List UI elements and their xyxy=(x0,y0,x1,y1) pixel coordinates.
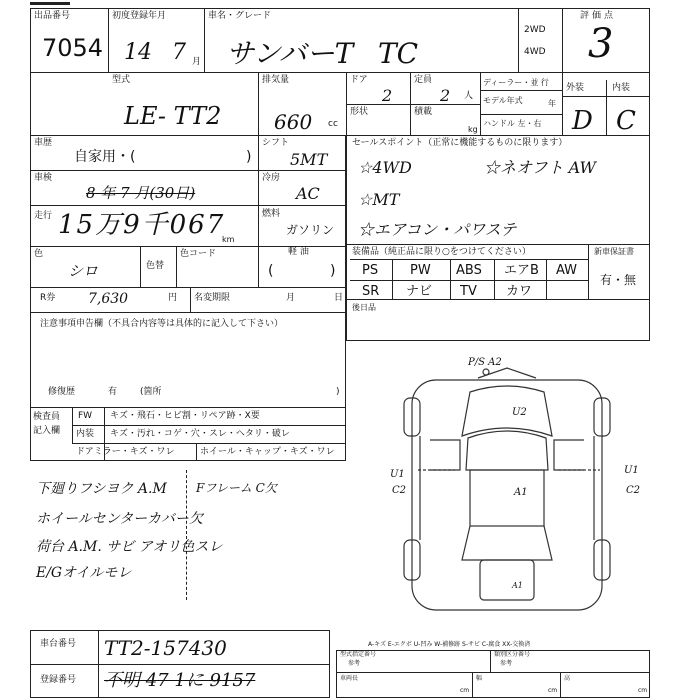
width-cm: cm xyxy=(548,687,558,694)
wheel-text: ホイール・キャップ・キズ・ワレ xyxy=(200,447,335,457)
first-reg-month: 7 xyxy=(172,40,186,65)
designation-block xyxy=(336,650,650,698)
sales-point-4: ☆エアコン・パワステ xyxy=(358,220,517,239)
equip-ps: PS xyxy=(362,263,379,278)
diagram-a1: A1 xyxy=(514,487,528,498)
lot-label: 出品番号 xyxy=(34,11,71,21)
name-change-month: 月 xyxy=(286,293,296,303)
note-line-3: 荷台 A.M. サビ アオリ色スレ xyxy=(36,539,223,555)
length-cm: cm xyxy=(460,687,470,694)
reference2-label: 参考 xyxy=(500,660,513,667)
model-name: サンバーT xyxy=(226,37,354,70)
mileage-value: 15万9千067 xyxy=(58,210,226,240)
sales-point-1: ☆4WD xyxy=(358,158,412,177)
month-unit: 月 xyxy=(192,57,202,67)
diagram-u2: U2 xyxy=(512,407,527,418)
name-change-label: 名変期限 xyxy=(194,293,231,303)
exterior-label: 外装 xyxy=(566,83,585,93)
recycle-label: R券 xyxy=(40,293,56,303)
dealer-label: ディーラー・並 行 xyxy=(483,78,549,87)
shift-value: 5MT xyxy=(290,150,328,169)
equip-aw: AW xyxy=(556,263,578,278)
equipment-label: 装備品（純正品に限り○をつけてください） xyxy=(352,247,531,257)
name-change-day: 日 xyxy=(334,293,344,303)
diagram-u1-left: U1 xyxy=(390,469,405,480)
fuel-diesel: 軽 油 xyxy=(288,247,309,257)
vehicle-height-label: 高 xyxy=(564,675,571,682)
new-warranty-value: 有・無 xyxy=(600,273,637,287)
fuel-paren-close: ) xyxy=(330,263,336,279)
usage-value: 自家用・( xyxy=(74,149,136,165)
equip-tv: TV xyxy=(460,284,477,299)
fuel-paren-open: ( xyxy=(268,263,274,279)
capacity-label: 定員 xyxy=(414,75,433,85)
diagram-c2-left: C2 xyxy=(392,485,407,496)
equip-kawa: カワ xyxy=(506,284,533,299)
displacement-value: 660 xyxy=(274,110,313,134)
interior-insp-label: 内装 xyxy=(76,429,95,439)
recycle-unit: 円 xyxy=(168,293,178,303)
interior-label: 内装 xyxy=(612,83,631,93)
note-line-2: ホイールセンターカバー欠 xyxy=(36,511,203,527)
diagram-bottom-small: A1 xyxy=(512,581,523,590)
equip-airbag: エアB xyxy=(504,263,539,278)
equip-abs: ABS xyxy=(456,263,482,278)
equip-sr: SR xyxy=(362,284,380,299)
fw-label: FW xyxy=(78,411,93,421)
inspector-label-2: 記入欄 xyxy=(33,426,61,436)
note-line-1: 下廻りフシヨク A.M xyxy=(36,481,167,497)
aftermarket-label: 後日品 xyxy=(352,303,376,312)
fw-text: キズ・飛石・ヒビ割・リペア跡・X要 xyxy=(110,411,260,421)
inspector-label-1: 検査員 xyxy=(33,412,61,422)
score-label: 評価点 xyxy=(580,11,617,21)
category-label: 類別区分番号 xyxy=(494,651,531,658)
grade: TC xyxy=(378,37,419,70)
type-label: 型式 xyxy=(112,75,131,85)
damage-legend: A-キズ E-エクボ U-凹み W-補修跡 S-サビ C-腐食 XX-交換済 xyxy=(368,641,531,648)
registration-value: 不明 47 1に 9157 xyxy=(104,670,256,691)
type-value: LE- TT2 xyxy=(124,102,222,130)
usage-close: ) xyxy=(246,149,252,165)
repair-yes: 有 xyxy=(108,387,118,397)
model-name-label: 車名・グレード xyxy=(208,11,272,21)
score-value: 3 xyxy=(588,21,614,67)
usage-label: 車歴 xyxy=(34,138,53,148)
fuel-value: ガソリン xyxy=(286,223,335,237)
interior-value: C xyxy=(616,106,636,136)
sales-points-label: セールスポイント（正常に機能するものに限ります） xyxy=(352,138,568,148)
vehicle-width-label: 幅 xyxy=(476,675,483,682)
lot-number: 7054 xyxy=(42,34,104,62)
fuel-label: 燃料 xyxy=(262,209,281,219)
drive-2wd: 2WD xyxy=(524,25,546,35)
mileage-unit: km xyxy=(222,235,235,244)
mileage-label: 走行 xyxy=(34,211,53,221)
load-unit: kg xyxy=(468,125,478,134)
inspection-value: 8 年 7 月(30日) xyxy=(86,184,196,202)
sales-point-2: ☆ネオフト AW xyxy=(484,158,596,177)
drive-4wd: 4WD xyxy=(524,47,546,57)
interior-insp-text: キズ・汚れ・コゲ・穴・スレ・ヘタリ・破レ xyxy=(110,429,290,439)
chassis-value: TT2-157430 xyxy=(104,636,227,660)
capacity-value: 2 xyxy=(440,86,451,105)
shift-label: シフト xyxy=(262,138,290,148)
declaration-label: 注意事項申告欄（不具合内容等は具体的に記入して下さい） xyxy=(40,319,284,329)
color-code-label: 色コード xyxy=(180,249,217,259)
displacement-unit: cc xyxy=(328,119,338,129)
year-unit: 年 xyxy=(548,99,556,108)
door-label: ドア xyxy=(350,75,368,85)
inspection-label: 車検 xyxy=(34,173,53,183)
door-value: 2 xyxy=(382,86,393,105)
diagram-c2-right: C2 xyxy=(626,485,641,496)
color-value: シロ xyxy=(68,262,99,280)
color-change-label: 色替 xyxy=(146,261,165,271)
ac-value: AC xyxy=(296,184,320,203)
new-warranty-label: 新車保証書 xyxy=(594,247,634,256)
color-label: 色 xyxy=(34,249,44,259)
handle-label: ハンドル 左・右 xyxy=(483,119,542,128)
displacement-label: 排気量 xyxy=(262,75,290,85)
diagram-u1-right: U1 xyxy=(624,465,639,476)
diagram-top-label: P/S A2 xyxy=(468,357,502,368)
repair-close: ) xyxy=(336,387,340,397)
equip-pw: PW xyxy=(410,263,431,278)
load-label: 積載 xyxy=(414,107,433,117)
ac-label: 冷房 xyxy=(262,173,281,183)
height-cm: cm xyxy=(638,687,648,694)
capacity-unit: 人 xyxy=(464,91,474,101)
registration-label: 登録番号 xyxy=(40,675,77,685)
first-reg-label: 初度登録年月 xyxy=(112,11,167,21)
reference-label: 参考 xyxy=(348,660,361,667)
shape-label: 形状 xyxy=(350,107,369,117)
recycle-value: 7,630 xyxy=(88,291,129,307)
first-reg-year: 14 xyxy=(124,40,152,65)
sales-point-3: ☆MT xyxy=(358,190,400,209)
repair-label: 修復歴 xyxy=(48,387,76,397)
designation-label: 型式指定番号 xyxy=(340,651,377,658)
model-year-label: モデル年式 xyxy=(483,96,523,105)
exterior-value: D xyxy=(572,106,593,136)
vehicle-length-label: 車両長 xyxy=(340,675,359,682)
repair-place: (箇所 xyxy=(140,387,162,397)
equip-navi: ナビ xyxy=(406,284,433,299)
frame-note: Fフレーム C欠 xyxy=(196,481,277,495)
mirror-text: ドアミラー・キズ・ワレ xyxy=(76,447,175,457)
note-line-4: E/Gオイルモレ xyxy=(36,565,132,581)
chassis-label: 車台番号 xyxy=(40,639,77,649)
